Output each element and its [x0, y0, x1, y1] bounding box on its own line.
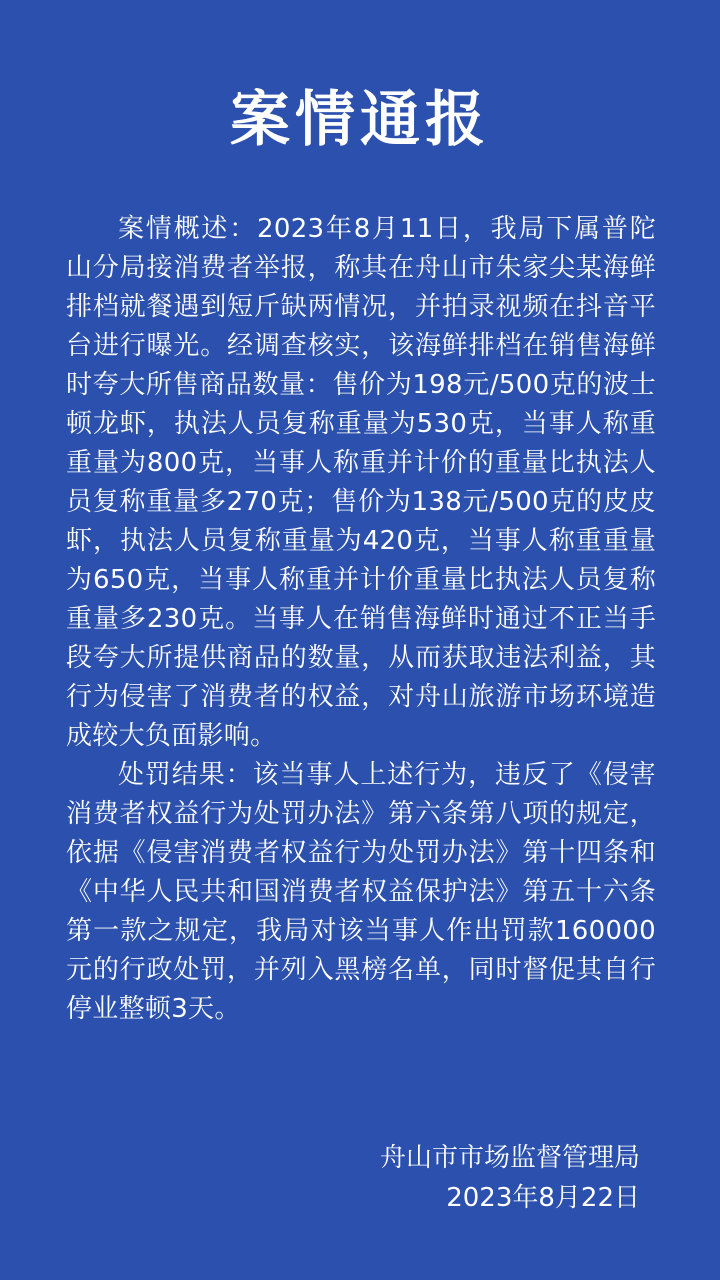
case-summary-paragraph: 案情概述：2023年8月11日，我局下属普陀山分局接消费者举报，称其在舟山市朱家尖某海鲜排档就餐遇到短斤缺两情况，并拍录视频在抖音平台进行曝光。经调查核实，该海鲜排档在销售海鲜时夸大所售商品数量：售价为198元/500克的波士顿龙虾，执法人员复称重量为530克，当事人称重重量为800克，当事人称重并计价的重量比执法人员复称重量多270克；售价为138元/500克的皮皮虾，执法人员复称重量为420克，当事人称重重量为650克，当事人称重并计价重量比执法人员复称重量多230克。当事人在销售海鲜时通过不正当手段夸大所提供商品的数量，从而获取违法利益，其行为侵害了消费者的权益，对舟山旅游市场环境造成较大负面影响。 [66, 214, 656, 751]
notice-body [66, 210, 656, 1029]
issuing-organization: 舟山市市场监督管理局 [379, 1143, 640, 1173]
penalty-result-paragraph: 处罚结果：该当事人上述行为，违反了《侵害消费者权益行为处罚办法》第六条第八项的规定，依据《侵害消费者权益行为处罚办法》第十四条和《中华人民共和国消费者权益保护法》第五十六条第一款之规定，我局对该当事人作出罚款160000元的行政处罚，并列入黑榜名单，同时督促其自行停业整顿3天。 [66, 760, 656, 1024]
signature-block [380, 1138, 640, 1218]
issue-date: 2023年8月22日 [446, 1183, 640, 1213]
notice-title: 案情通报 [230, 85, 490, 155]
